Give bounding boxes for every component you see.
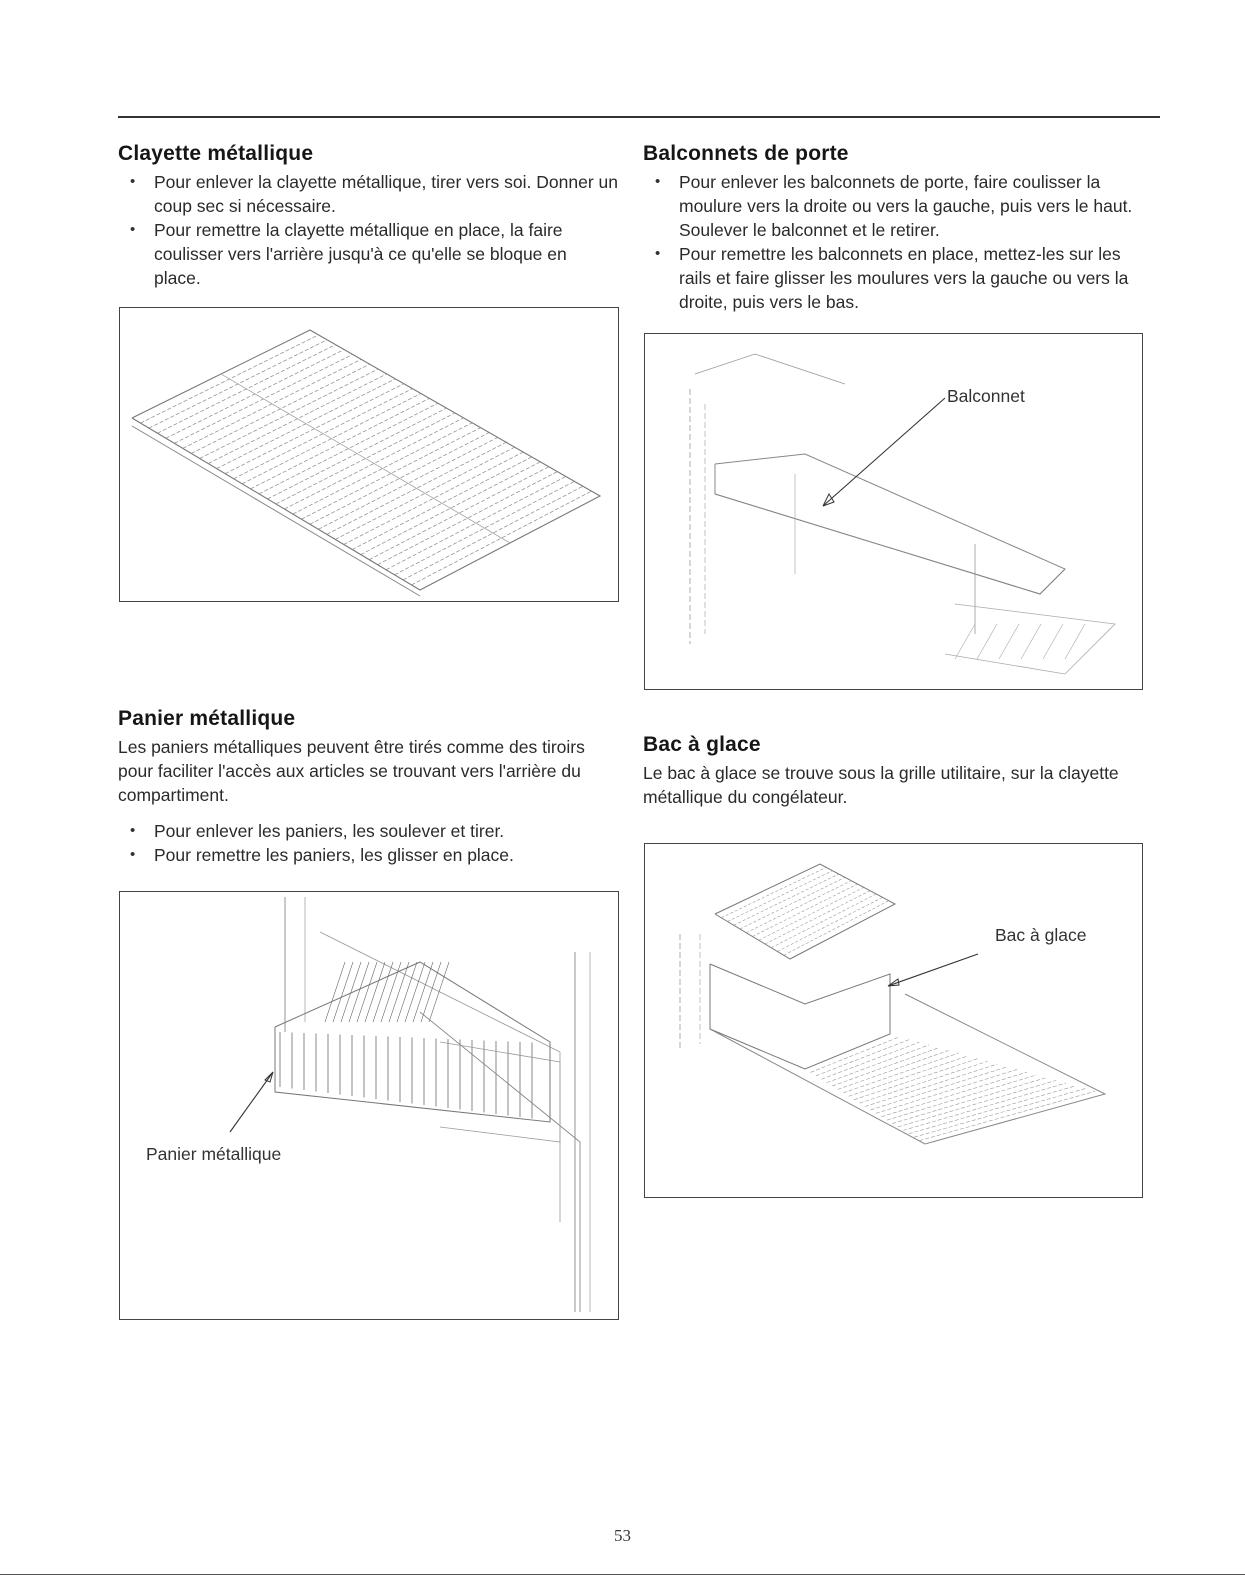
wire-shelf-illustration bbox=[120, 308, 618, 601]
ice-bin-illustration bbox=[645, 844, 1142, 1197]
figure-wire-shelf bbox=[119, 307, 619, 602]
bullet-list-panier bbox=[118, 819, 618, 867]
figure-door-bin bbox=[644, 333, 1143, 690]
bullet-item: • Pour remettre la clayette métallique en place, la faire coulisser vers l'arrière jusqu'à ce qu'elle se bloque en place. bbox=[118, 218, 618, 290]
bullet-item: • Pour enlever les paniers, les soulever et tirer. bbox=[118, 819, 618, 843]
bullet-item: • Pour enlever les balconnets de porte, faire coulisser la moulure vers la droite ou vers la gauche, puis vers le haut. Soulever le balconnet et le retirer. bbox=[643, 170, 1148, 242]
bullet-list-clayette bbox=[118, 170, 618, 290]
bullet-item: • Pour enlever la clayette métallique, tirer vers soi. Donner un coup sec si nécessaire. bbox=[118, 170, 618, 218]
section-panier bbox=[118, 707, 618, 867]
callout-panier: Panier métallique bbox=[146, 1144, 282, 1164]
section-clayette bbox=[118, 142, 618, 290]
top-rule bbox=[118, 116, 1160, 118]
section-title-panier: Panier métallique bbox=[118, 707, 296, 730]
paragraph-bac: Le bac à glace se trouve sous la grille utilitaire, sur la clayette métallique du congélateur. bbox=[643, 763, 1119, 807]
section-bac bbox=[643, 733, 1148, 809]
bullet-item: • Pour remettre les paniers, les glisser en place. bbox=[118, 843, 618, 867]
figure-wire-basket bbox=[119, 891, 619, 1320]
callout-bac: Bac à glace bbox=[995, 925, 1087, 945]
section-title-bac: Bac à glace bbox=[643, 733, 761, 756]
section-title-clayette: Clayette métallique bbox=[118, 142, 314, 165]
section-balconnets bbox=[643, 142, 1148, 314]
page-number: 53 bbox=[614, 1526, 631, 1545]
section-title-balconnets: Balconnets de porte bbox=[643, 142, 849, 165]
wire-basket-illustration bbox=[120, 892, 618, 1319]
door-bin-illustration bbox=[645, 334, 1142, 689]
figure-ice-bin bbox=[644, 843, 1143, 1198]
bullet-list-balconnets bbox=[643, 170, 1148, 314]
bullet-item: • Pour remettre les balconnets en place, mettez-les sur les rails et faire glisser les moulures vers la gauche ou vers la droite, puis vers le bas. bbox=[643, 242, 1148, 314]
callout-balconnet: Balconnet bbox=[947, 386, 1025, 406]
bottom-rule bbox=[0, 1574, 1245, 1575]
paragraph-panier: Les paniers métalliques peuvent être tirés comme des tiroirs pour faciliter l'accès aux articles se trouvant vers l'arrière du compartiment. bbox=[118, 737, 585, 805]
